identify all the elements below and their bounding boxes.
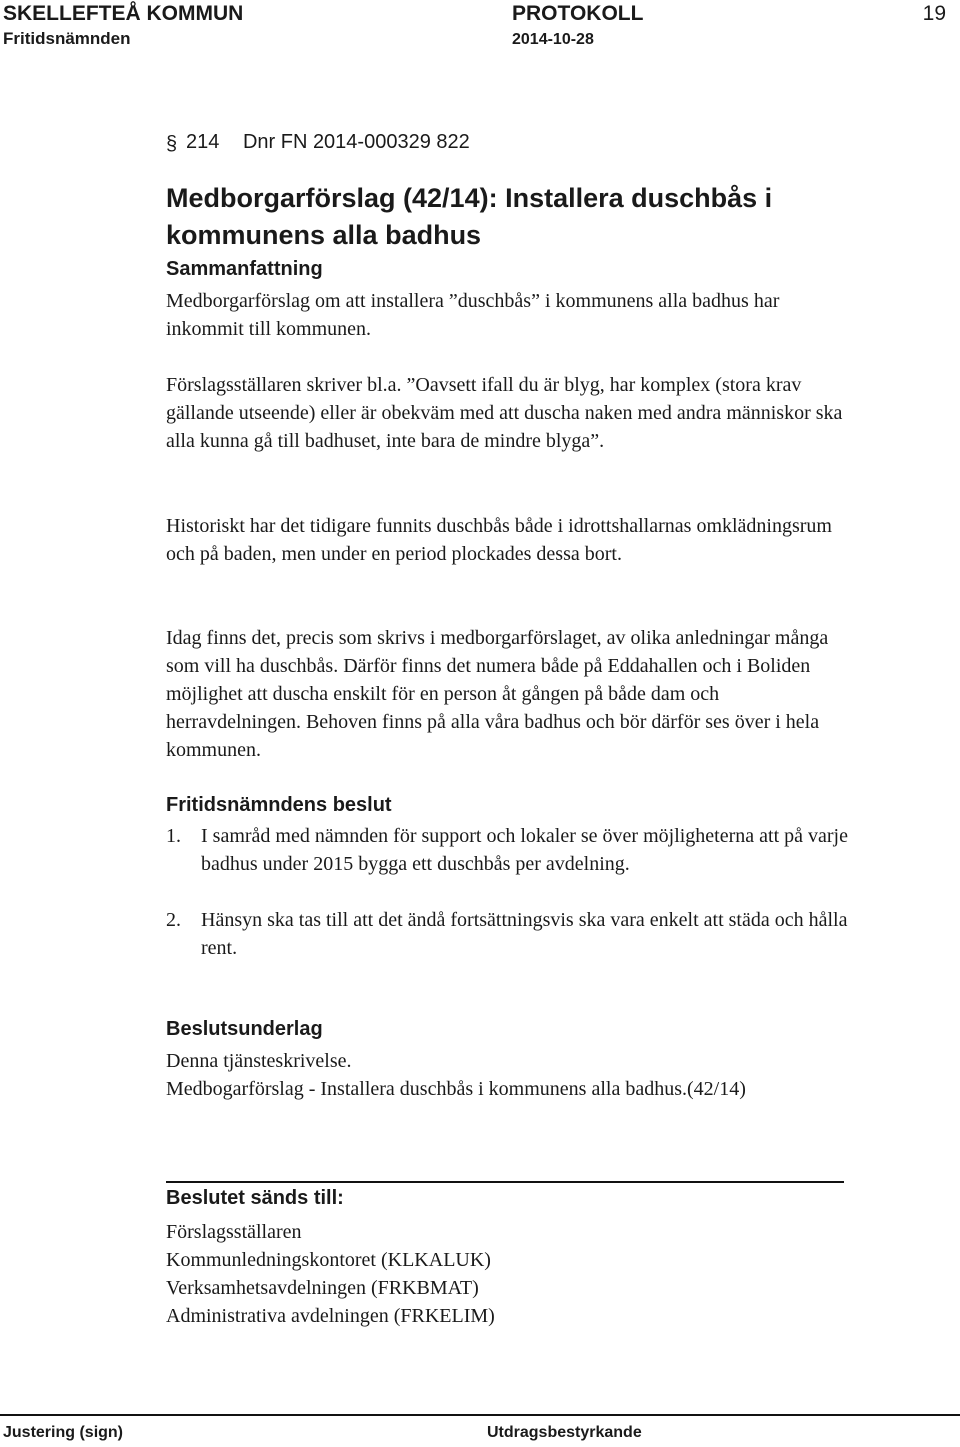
signature-label: Justering (sign) xyxy=(3,1424,124,1441)
recipient-item: Kommunledningskontoret (KLKALUK) xyxy=(166,1249,491,1271)
page-number: 19 xyxy=(922,2,946,25)
summary-paragraph-2 xyxy=(166,371,856,455)
decision-item xyxy=(166,906,856,962)
footer-divider xyxy=(0,1414,960,1416)
basis-heading: Beslutsunderlag xyxy=(166,1018,323,1040)
basis-list xyxy=(166,1047,856,1103)
decision-item-number: 1. xyxy=(166,825,181,847)
recipients-heading: Beslutet sänds till: xyxy=(166,1187,344,1209)
summary-paragraph-4 xyxy=(166,624,856,764)
decision-item-number: 2. xyxy=(166,909,181,931)
decision-heading: Fritidsnämndens beslut xyxy=(166,794,392,816)
decision-list xyxy=(166,822,856,962)
paragraph-text: Historiskt har det tidigare funnits duschbås både i idrottshallarnas omklädningsrum och på baden, men under en period plockades dessa bort. xyxy=(166,515,832,565)
paragraph-text: Idag finns det, precis som skrivs i medborgarförslaget, av olika anledningar många som vill ha duschbås. Därför finns det numera både på Eddahallen och i Boliden möjlighet att duscha enskilt för en person åt gången på både dam och herravdelningen. Behoven finns på alla våra badhus och bör därför ses över i hela kommunen. xyxy=(166,627,829,761)
page-title: Medborgarförslag (42/14): Installera duschbås i kommunens alla badhus xyxy=(166,183,773,250)
section-number: 214 xyxy=(186,131,220,153)
document-type: PROTOKOLL xyxy=(512,2,644,25)
summary-paragraph-3 xyxy=(166,512,856,568)
basis-item: Denna tjänsteskrivelse. xyxy=(166,1050,352,1072)
section-symbol: § xyxy=(166,133,178,155)
recipient-item: Förslagsställaren xyxy=(166,1221,302,1243)
recipient-item: Verksamhetsavdelningen (FRKBMAT) xyxy=(166,1277,479,1299)
divider xyxy=(166,1181,844,1183)
decision-item-text: I samråd med nämnden för support och lokaler se över möjligheterna att på varje badhus under 2015 bygga ett duschbås per avdelning. xyxy=(201,825,848,875)
department-name: Fritidsnämnden xyxy=(3,29,131,48)
certification-label: Utdragsbestyrkande xyxy=(487,1424,642,1441)
recipient-item: Administrativa avdelningen (FRKELIM) xyxy=(166,1305,495,1327)
paragraph-text: Förslagsställaren skriver bl.a. ”Oavsett ifall du är blyg, har komplex (stora krav gällande utseende) eller är obekväm med att duscha naken med andra människor ska alla kunna gå till badhuset, inte bara de mindre blyga”. xyxy=(166,374,843,452)
diary-number: Dnr FN 2014-000329 822 xyxy=(242,131,470,153)
document-header xyxy=(0,0,960,56)
summary-paragraph-1 xyxy=(166,287,856,343)
document-date: 2014-10-28 xyxy=(512,31,594,48)
summary-heading: Sammanfattning xyxy=(166,258,323,280)
recipients-list xyxy=(166,1218,495,1330)
document-footer xyxy=(0,1414,960,1447)
case-reference xyxy=(186,131,488,154)
organization-name: SKELLEFTEÅ KOMMUN xyxy=(3,2,244,25)
paragraph-text: Medborgarförslag om att installera ”duschbås” i kommunens alla badhus har inkommit till kommunen. xyxy=(166,290,780,340)
decision-item-text: Hänsyn ska tas till att det ändå fortsättningsvis ska vara enkelt att städa och hålla rent. xyxy=(201,909,848,959)
basis-item: Medbogarförslag - Installera duschbås i kommunens alla badhus.(42/14) xyxy=(166,1078,746,1100)
decision-item xyxy=(166,822,856,878)
